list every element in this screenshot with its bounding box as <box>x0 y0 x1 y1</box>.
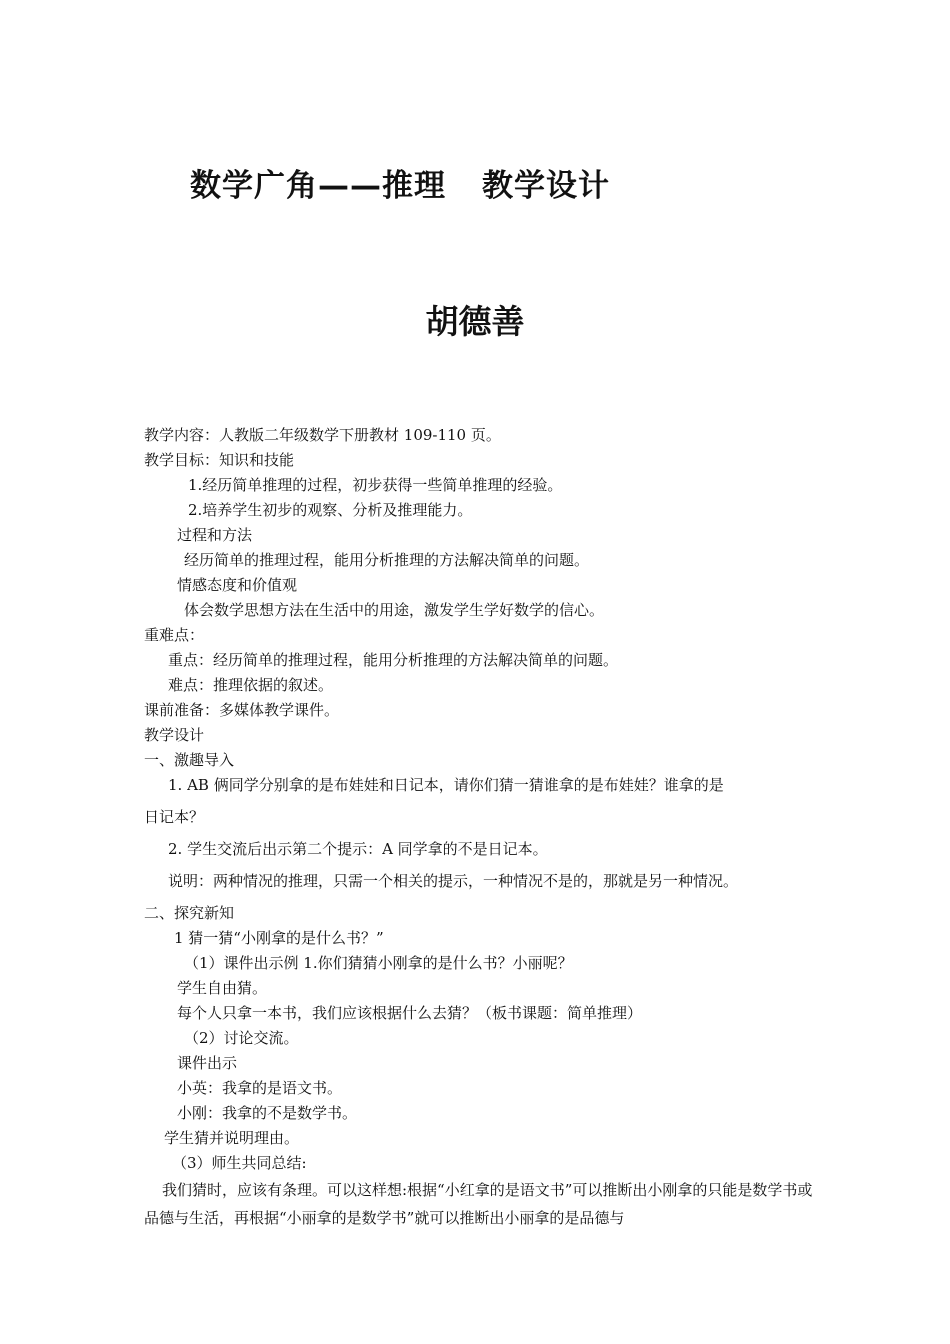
paragraph: 1. AB 俩同学分别拿的是布娃娃和日记本，请你们猜一猜谁拿的是布娃娃？谁拿的是 <box>168 776 724 794</box>
paragraph: 教学目标：知识和技能 <box>144 451 295 469</box>
paragraph: 过程和方法 <box>177 526 253 544</box>
paragraph: （3）师生共同总结: <box>172 1154 307 1172</box>
title-main: 数学广角——推理 <box>190 168 446 204</box>
paragraph: 课件出示 <box>177 1054 238 1072</box>
paragraph: 每个人只拿一本书，我们应该根据什么去猜？（板书课题：简单推理） <box>177 1004 643 1022</box>
paragraph: 情感态度和价值观 <box>177 576 298 594</box>
title-sub: 教学设计 <box>482 168 610 204</box>
paragraph: 教学内容：人教版二年级数学下册教材 109-110 页。 <box>144 426 501 444</box>
paragraph: 课前准备：多媒体教学课件。 <box>144 701 340 719</box>
paragraph: 1.经历简单推理的过程，初步获得一些简单推理的经验。 <box>188 476 563 494</box>
paragraph: 小刚：我拿的不是数学书。 <box>177 1104 358 1122</box>
document-body <box>144 423 814 1232</box>
document-title <box>190 160 610 205</box>
paragraph: 学生猜并说明理由。 <box>164 1129 300 1147</box>
paragraph: 小英：我拿的是语文书。 <box>177 1079 343 1097</box>
paragraph: 教学设计 <box>144 726 205 744</box>
paragraph: 重难点： <box>144 626 205 644</box>
note-text: 两种情况的推理，只需一个相关的提示，一种情况不是的，那就是另一种情况。 <box>213 872 739 890</box>
section-heading: 一、激趣导入 <box>144 751 235 769</box>
paragraph: （2）讨论交流。 <box>184 1029 299 1047</box>
paragraph: 经历简单的推理过程，能用分析推理的方法解决简单的问题。 <box>184 551 590 569</box>
paragraph: 2. 学生交流后出示第二个提示：A 同学拿的不是日记本。 <box>168 840 548 858</box>
paragraph: 体会数学思想方法在生活中的用途，激发学生学好数学的信心。 <box>184 601 605 619</box>
paragraph: （1）课件出示例 1.你们猜猜小刚拿的是什么书？小丽呢？ <box>184 954 573 972</box>
paragraph: 1 猜一猜“小刚拿的是什么书？” <box>174 929 384 947</box>
author-name: 胡德善 <box>425 302 525 341</box>
paragraph: 2.培养学生初步的观察、分析及推理能力。 <box>188 501 473 519</box>
paragraph: 学生自由猜。 <box>177 979 268 997</box>
note-line <box>144 869 814 901</box>
note-label: 说明： <box>168 872 214 890</box>
paragraph: 我们猜时，应该有条理。可以这样想:根据“小红拿的是语文书”可以推断出小刚拿的只能是数学书或品德与生活，再根据“小丽拿的是数学书”就可以推断出小丽拿的是品德与 <box>144 1181 813 1227</box>
paragraph: 日记本？ <box>144 808 205 826</box>
paragraph: 难点：推理依据的叙述。 <box>168 676 334 694</box>
section-heading: 二、探究新知 <box>144 904 235 922</box>
paragraph: 重点：经历简单的推理过程，能用分析推理的方法解决简单的问题。 <box>168 651 619 669</box>
